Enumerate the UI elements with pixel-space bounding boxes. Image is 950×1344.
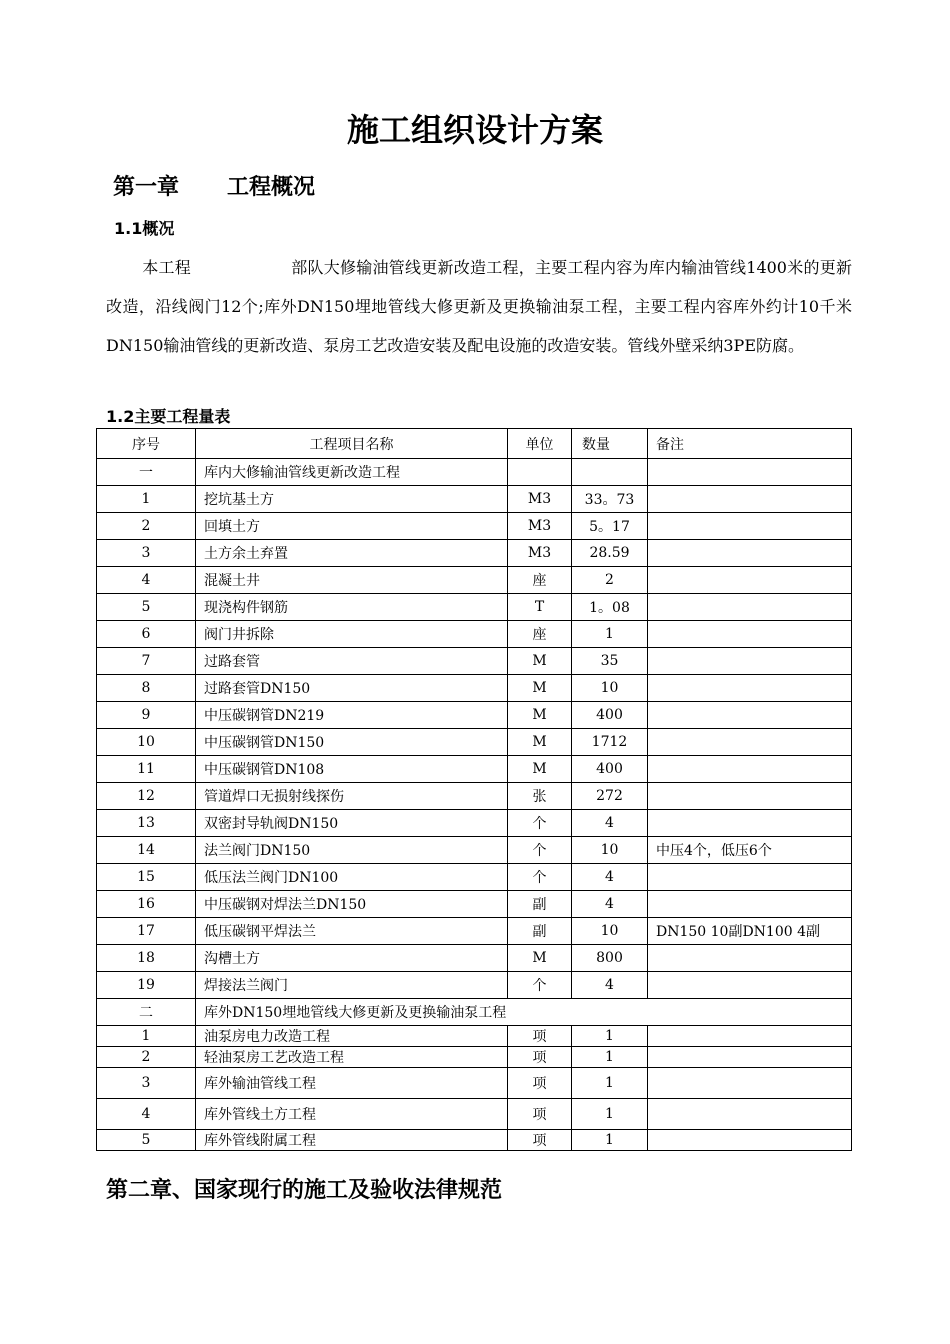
cell-no: 18 xyxy=(97,945,196,972)
table-row xyxy=(97,540,852,567)
cell-unit: 个 xyxy=(508,864,572,891)
overview-lead: 本工程 xyxy=(142,258,192,277)
cell-name: 库外输油管线工程 xyxy=(196,1068,508,1099)
cell-qty: 400 xyxy=(572,756,648,783)
cell-name: 挖坑基土方 xyxy=(196,486,508,513)
cell-no: 5 xyxy=(97,594,196,621)
cell-name: 中压碳钢管DN150 xyxy=(196,729,508,756)
cell-unit: 项 xyxy=(508,1026,572,1047)
cell-qty: 1712 xyxy=(572,729,648,756)
cell-name: 油泵房电力改造工程 xyxy=(196,1026,508,1047)
cell-name: 中压碳钢管DN219 xyxy=(196,702,508,729)
table-row xyxy=(97,648,852,675)
cell-qty: 2 xyxy=(572,567,648,594)
cell-unit: 座 xyxy=(508,567,572,594)
table-row xyxy=(97,675,852,702)
cell-qty: 1 xyxy=(572,1047,648,1068)
cell-note: DN150 10副DN100 4副 xyxy=(648,918,852,945)
cell-unit: M3 xyxy=(508,486,572,513)
cell-name: 法兰阀门DN150 xyxy=(196,837,508,864)
cell-qty: 1 xyxy=(572,1026,648,1047)
table-row xyxy=(97,972,852,999)
table-row xyxy=(97,837,852,864)
cell-unit: 项 xyxy=(508,1130,572,1151)
quantity-table xyxy=(96,428,852,1151)
cell-note xyxy=(648,729,852,756)
cell-no: 14 xyxy=(97,837,196,864)
table-row xyxy=(97,1099,852,1130)
cell-name: 阀门井拆除 xyxy=(196,621,508,648)
table-row xyxy=(97,729,852,756)
cell-unit: 个 xyxy=(508,972,572,999)
cell-name: 低压碳钢平焊法兰 xyxy=(196,918,508,945)
cell-note xyxy=(648,864,852,891)
cell-qty: 1 xyxy=(572,1130,648,1151)
cell-qty: 4 xyxy=(572,891,648,918)
cell-unit: 副 xyxy=(508,891,572,918)
header-unit: 单位 xyxy=(508,429,572,459)
cell-no: 6 xyxy=(97,621,196,648)
cell-no: 16 xyxy=(97,891,196,918)
cell-note: 中压4个，低压6个 xyxy=(648,837,852,864)
header-no: 序号 xyxy=(97,429,196,459)
cell-name: 管道焊口无损射线探伤 xyxy=(196,783,508,810)
cell-name: 混凝土井 xyxy=(196,567,508,594)
table-row xyxy=(97,918,852,945)
cell-no: 12 xyxy=(97,783,196,810)
cell-unit: M3 xyxy=(508,513,572,540)
table-row xyxy=(97,1047,852,1068)
cell-name: 库外管线附属工程 xyxy=(196,1130,508,1151)
cell-qty: 4 xyxy=(572,864,648,891)
cell-name: 回填土方 xyxy=(196,513,508,540)
cell-unit xyxy=(508,459,572,486)
cell-name: 低压法兰阀门DN100 xyxy=(196,864,508,891)
header-qty: 数量 xyxy=(572,429,648,459)
table-row xyxy=(97,891,852,918)
cell-unit: 座 xyxy=(508,621,572,648)
table-row xyxy=(97,1130,852,1151)
cell-name: 双密封导轨阀DN150 xyxy=(196,810,508,837)
cell-name: 焊接法兰阀门 xyxy=(196,972,508,999)
table-row xyxy=(97,486,852,513)
cell-qty: 1。08 xyxy=(572,594,648,621)
cell-qty: 4 xyxy=(572,972,648,999)
cell-no: 二 xyxy=(97,999,196,1026)
cell-no: 10 xyxy=(97,729,196,756)
cell-qty: 35 xyxy=(572,648,648,675)
table-row xyxy=(97,459,852,486)
cell-note xyxy=(648,675,852,702)
cell-note xyxy=(648,459,852,486)
cell-unit: M3 xyxy=(508,540,572,567)
cell-note xyxy=(648,783,852,810)
table-row xyxy=(97,621,852,648)
cell-name: 过路套管 xyxy=(196,648,508,675)
cell-unit: M xyxy=(508,675,572,702)
cell-qty: 4 xyxy=(572,810,648,837)
cell-name: 轻油泵房工艺改造工程 xyxy=(196,1047,508,1068)
cell-no: 11 xyxy=(97,756,196,783)
cell-unit: 张 xyxy=(508,783,572,810)
table-header-row xyxy=(97,429,852,459)
cell-unit: 个 xyxy=(508,837,572,864)
cell-no: 7 xyxy=(97,648,196,675)
chapter-2-heading: 第二章、国家现行的施工及验收法律规范 xyxy=(106,1178,503,1203)
cell-note xyxy=(648,594,852,621)
cell-unit: 副 xyxy=(508,918,572,945)
table-row xyxy=(97,594,852,621)
cell-note xyxy=(648,648,852,675)
cell-unit: M xyxy=(508,756,572,783)
document-title: 施工组织设计方案 xyxy=(346,111,603,149)
cell-note xyxy=(648,513,852,540)
cell-no: 一 xyxy=(97,459,196,486)
cell-unit: M xyxy=(508,702,572,729)
cell-qty: 28.59 xyxy=(572,540,648,567)
cell-qty: 10 xyxy=(572,918,648,945)
cell-no: 1 xyxy=(97,1026,196,1047)
cell-qty: 272 xyxy=(572,783,648,810)
cell-note xyxy=(648,945,852,972)
cell-name: 库外管线土方工程 xyxy=(196,1099,508,1130)
cell-no: 13 xyxy=(97,810,196,837)
cell-no: 2 xyxy=(97,513,196,540)
overview-text: 部队大修输油管线更新改造工程，主要工程内容为库内输油管线1400米的更新改造，沿线阀门12个;库外DN150埋地管线大修更新及更换输油泵工程，主要工程内容库外约计10千米DN150输油管线的更新改造、泵房工艺改造安装及配电设施的改造安装。管线外壁采纳3PE防腐。 xyxy=(106,258,852,355)
table-row xyxy=(97,1068,852,1099)
cell-note xyxy=(648,891,852,918)
table-row xyxy=(97,513,852,540)
cell-qty xyxy=(572,459,648,486)
cell-no: 3 xyxy=(97,540,196,567)
cell-unit: 项 xyxy=(508,1068,572,1099)
cell-name: 过路套管DN150 xyxy=(196,675,508,702)
section-1-1-heading: 1.1概况 xyxy=(114,219,175,238)
cell-no: 8 xyxy=(97,675,196,702)
table-row xyxy=(97,999,852,1026)
cell-unit: 项 xyxy=(508,1047,572,1068)
cell-no: 1 xyxy=(97,486,196,513)
cell-no: 15 xyxy=(97,864,196,891)
cell-unit: T xyxy=(508,594,572,621)
cell-name: 沟槽土方 xyxy=(196,945,508,972)
table-row xyxy=(97,1026,852,1047)
cell-note xyxy=(648,540,852,567)
cell-qty: 10 xyxy=(572,675,648,702)
cell-note xyxy=(648,567,852,594)
cell-group-name: 库外DN150埋地管线大修更新及更换输油泵工程 xyxy=(196,999,852,1026)
cell-note xyxy=(648,972,852,999)
cell-no: 9 xyxy=(97,702,196,729)
cell-name: 土方余土弃置 xyxy=(196,540,508,567)
cell-name: 中压碳钢对焊法兰DN150 xyxy=(196,891,508,918)
cell-note xyxy=(648,702,852,729)
cell-no: 3 xyxy=(97,1068,196,1099)
table-row xyxy=(97,810,852,837)
table-row xyxy=(97,567,852,594)
header-note: 备注 xyxy=(648,429,852,459)
chapter-1-number: 第一章 xyxy=(113,175,180,200)
cell-note xyxy=(648,1130,852,1151)
cell-qty: 800 xyxy=(572,945,648,972)
cell-qty: 10 xyxy=(572,837,648,864)
cell-name: 现浇构件钢筋 xyxy=(196,594,508,621)
cell-unit: 项 xyxy=(508,1099,572,1130)
cell-note xyxy=(648,621,852,648)
cell-note xyxy=(648,756,852,783)
chapter-1-name: 工程概况 xyxy=(227,175,316,200)
cell-qty: 1 xyxy=(572,1068,648,1099)
cell-note xyxy=(648,1068,852,1099)
table-row xyxy=(97,945,852,972)
table-row xyxy=(97,702,852,729)
cell-no: 17 xyxy=(97,918,196,945)
cell-note xyxy=(648,810,852,837)
cell-qty: 33。73 xyxy=(572,486,648,513)
table-row xyxy=(97,756,852,783)
cell-unit: M xyxy=(508,729,572,756)
cell-name: 库内大修输油管线更新改造工程 xyxy=(196,459,508,486)
table-row xyxy=(97,864,852,891)
cell-qty: 5。17 xyxy=(572,513,648,540)
cell-no: 2 xyxy=(97,1047,196,1068)
cell-unit: M xyxy=(508,945,572,972)
cell-name: 中压碳钢管DN108 xyxy=(196,756,508,783)
cell-unit: 个 xyxy=(508,810,572,837)
cell-qty: 400 xyxy=(572,702,648,729)
cell-no: 19 xyxy=(97,972,196,999)
section-1-2-heading: 1.2主要工程量表 xyxy=(106,407,231,426)
cell-note xyxy=(648,1099,852,1130)
cell-qty: 1 xyxy=(572,621,648,648)
chapter-1-heading xyxy=(113,170,315,201)
cell-note xyxy=(648,1026,852,1047)
overview-paragraph xyxy=(106,248,852,365)
cell-note xyxy=(648,1047,852,1068)
cell-no: 5 xyxy=(97,1130,196,1151)
cell-qty: 1 xyxy=(572,1099,648,1130)
header-name: 工程项目名称 xyxy=(196,429,508,459)
cell-unit: M xyxy=(508,648,572,675)
table-row xyxy=(97,783,852,810)
cell-no: 4 xyxy=(97,567,196,594)
cell-no: 4 xyxy=(97,1099,196,1130)
cell-note xyxy=(648,486,852,513)
